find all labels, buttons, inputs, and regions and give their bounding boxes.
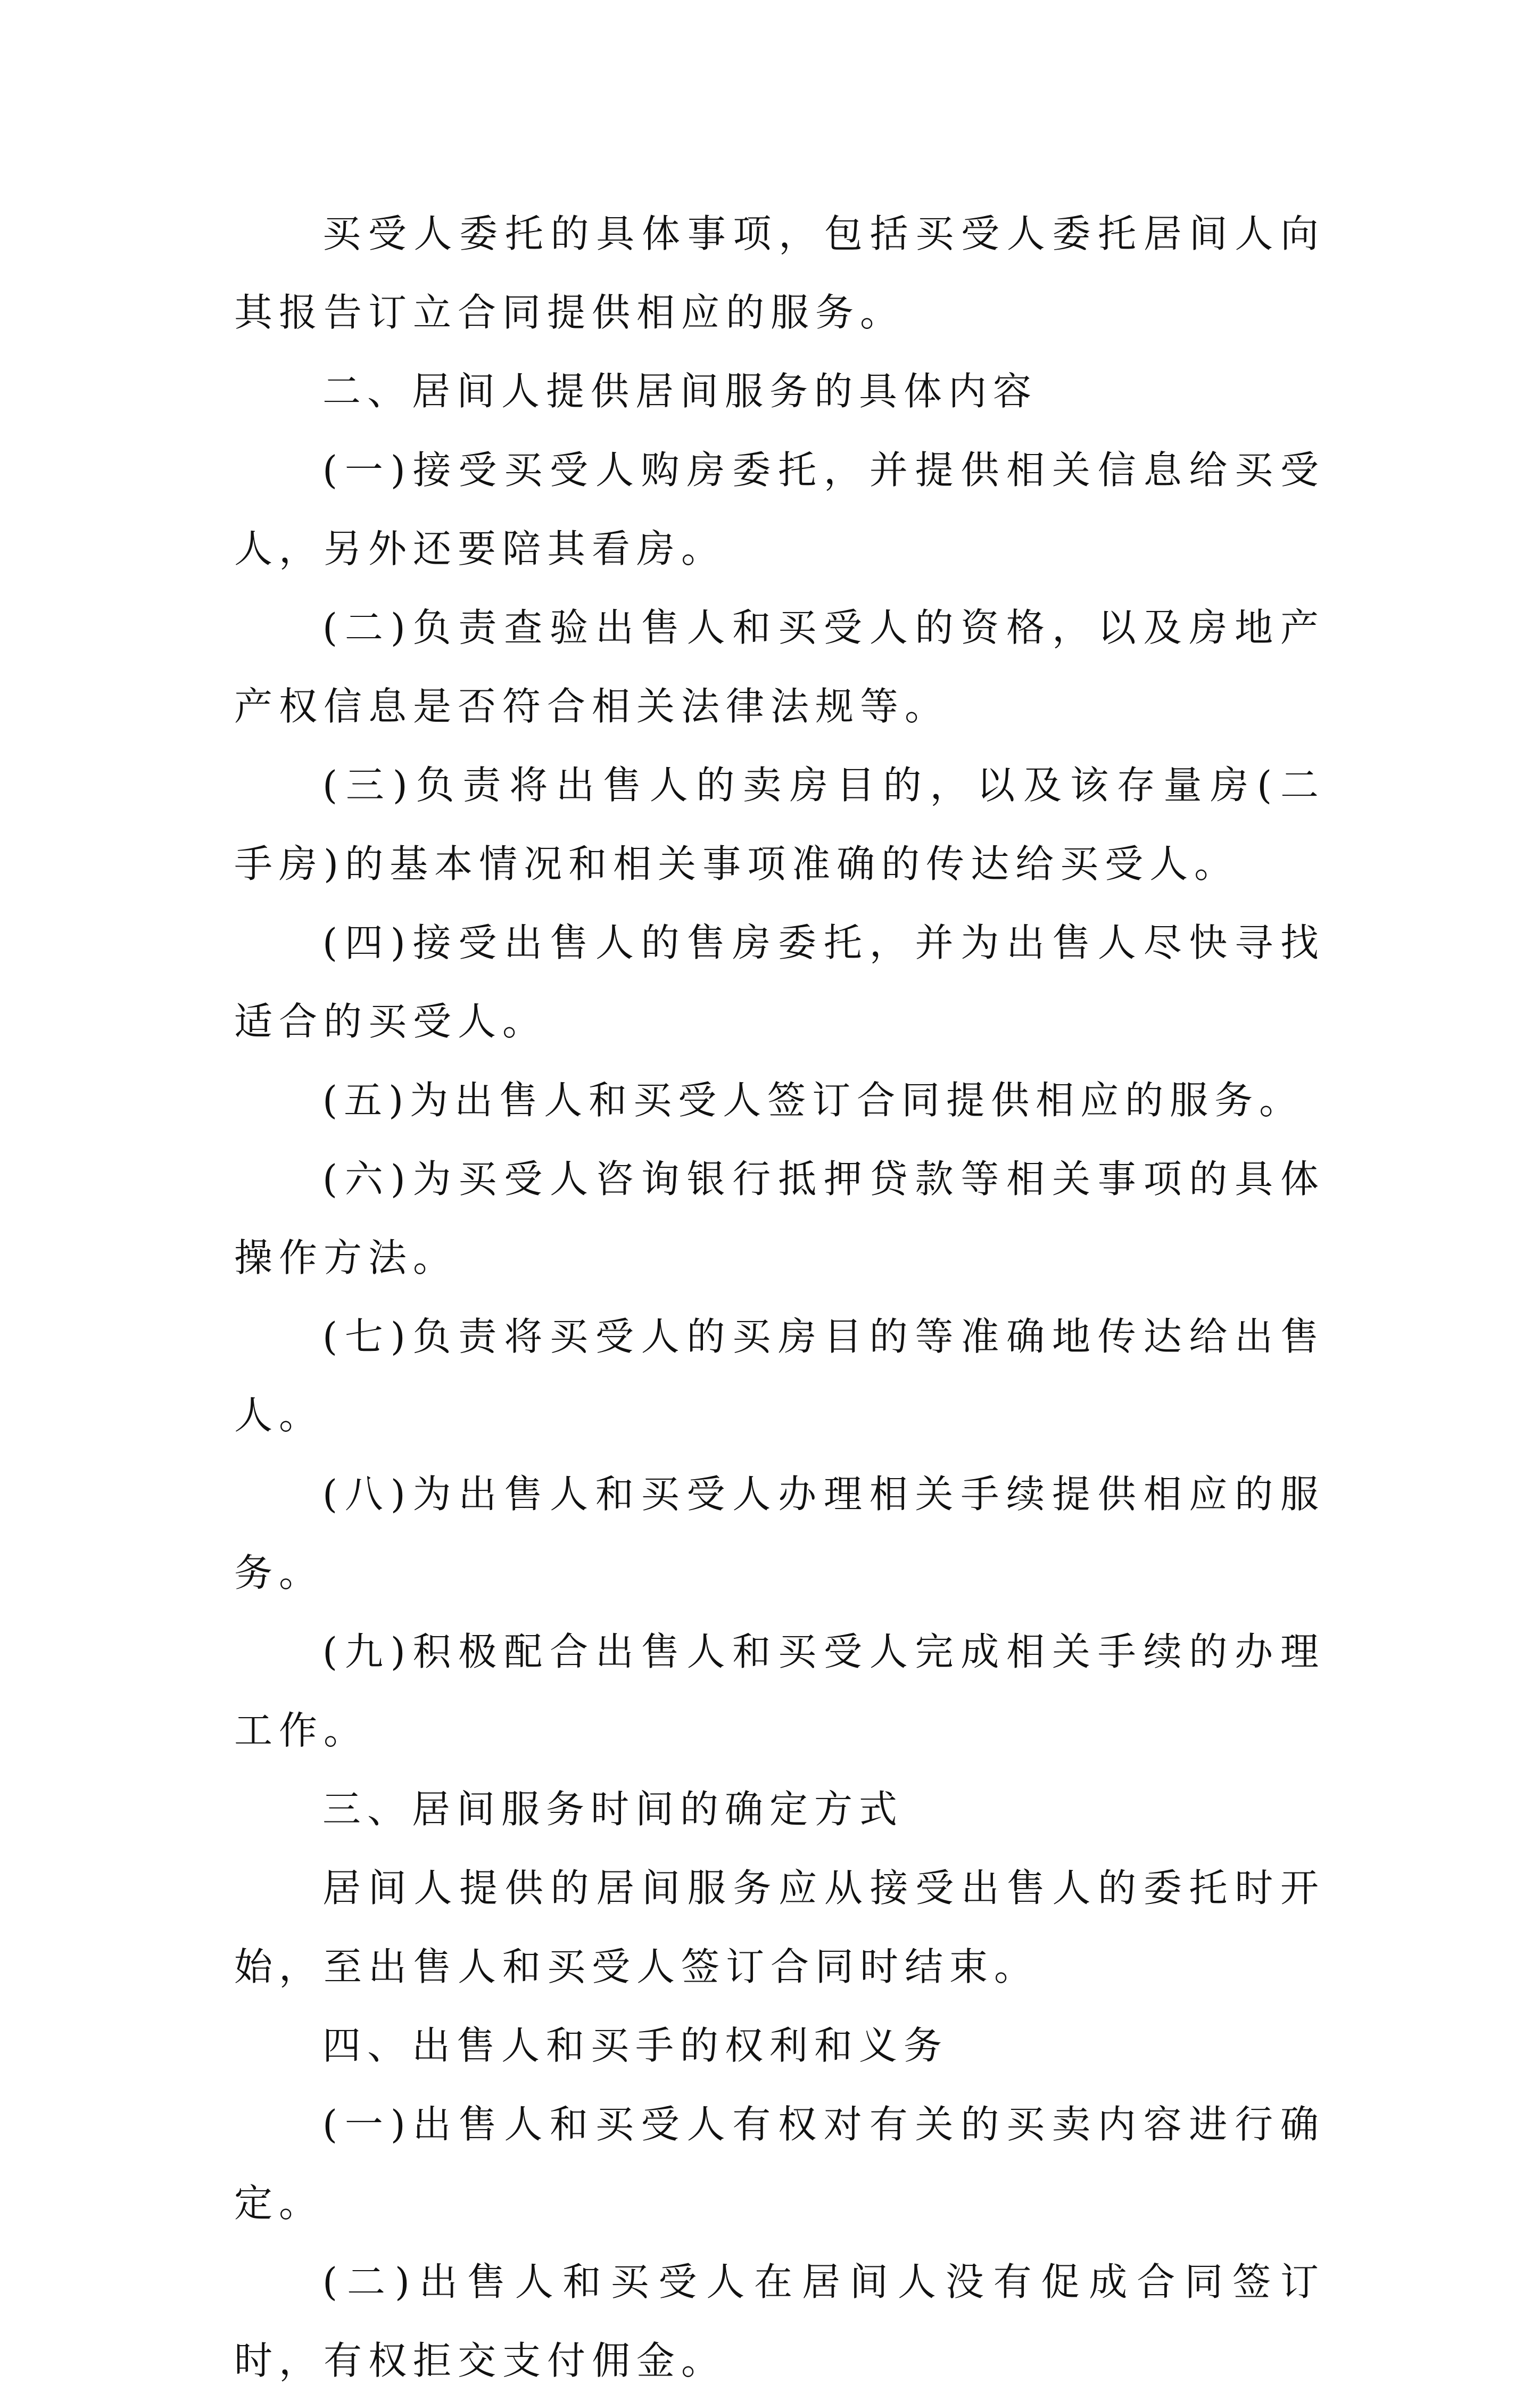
- list-item-4-1: (一)出售人和买受人有权对有关的买卖内容进行确定。: [234, 2102, 1325, 2225]
- list-item-2-5: (五)为出售人和买受人签订合同提供相应的服务。: [322, 1078, 1304, 1123]
- list-item-2-1: (一)接受买受人购房委托，并提供相关信息给买受人，另外还要陪其看房。: [234, 448, 1325, 571]
- section-heading-2: 二、居间人提供居间服务的具体内容: [322, 369, 1038, 414]
- document-body: [234, 194, 1325, 2400]
- paragraph-service-time: 居间人提供的居间服务应从接受出售人的委托时开始，至出售人和买受人签订合同时结束。: [234, 1866, 1325, 1989]
- list-item-2-2: (二)负责查验出售人和买受人的资格，以及房地产产权信息是否符合相关法律法规等。: [234, 605, 1325, 729]
- list-item-2-9: (九)积极配合出售人和买受人完成相关手续的办理工作。: [234, 1629, 1325, 1753]
- section-heading-4: 四、出售人和买手的权利和义务: [322, 2023, 949, 2068]
- list-item-2-8: (八)为出售人和买受人办理相关手续提供相应的服务。: [234, 1472, 1325, 1595]
- list-item-2-7: (七)负责将买受人的买房目的等准确地传达给出售人。: [234, 1314, 1325, 1438]
- list-item-2-3: (三)负责将出售人的卖房目的，以及该存量房(二手房)的基本情况和相关事项准确的传达给买受人。: [234, 763, 1325, 886]
- paragraph-entrusted-matters: 买受人委托的具体事项，包括买受人委托居间人向其报告订立合同提供相应的服务。: [234, 211, 1325, 335]
- section-heading-3: 三、居间服务时间的确定方式: [322, 1787, 904, 1832]
- list-item-2-6: (六)为买受人咨询银行抵押贷款等相关事项的具体操作方法。: [234, 1157, 1325, 1280]
- list-item-2-4: (四)接受出售人的售房委托，并为出售人尽快寻找适合的买受人。: [234, 920, 1325, 1044]
- list-item-4-2: (二)出售人和买受人在居间人没有促成合同签订时，有权拒交支付佣金。: [234, 2259, 1325, 2383]
